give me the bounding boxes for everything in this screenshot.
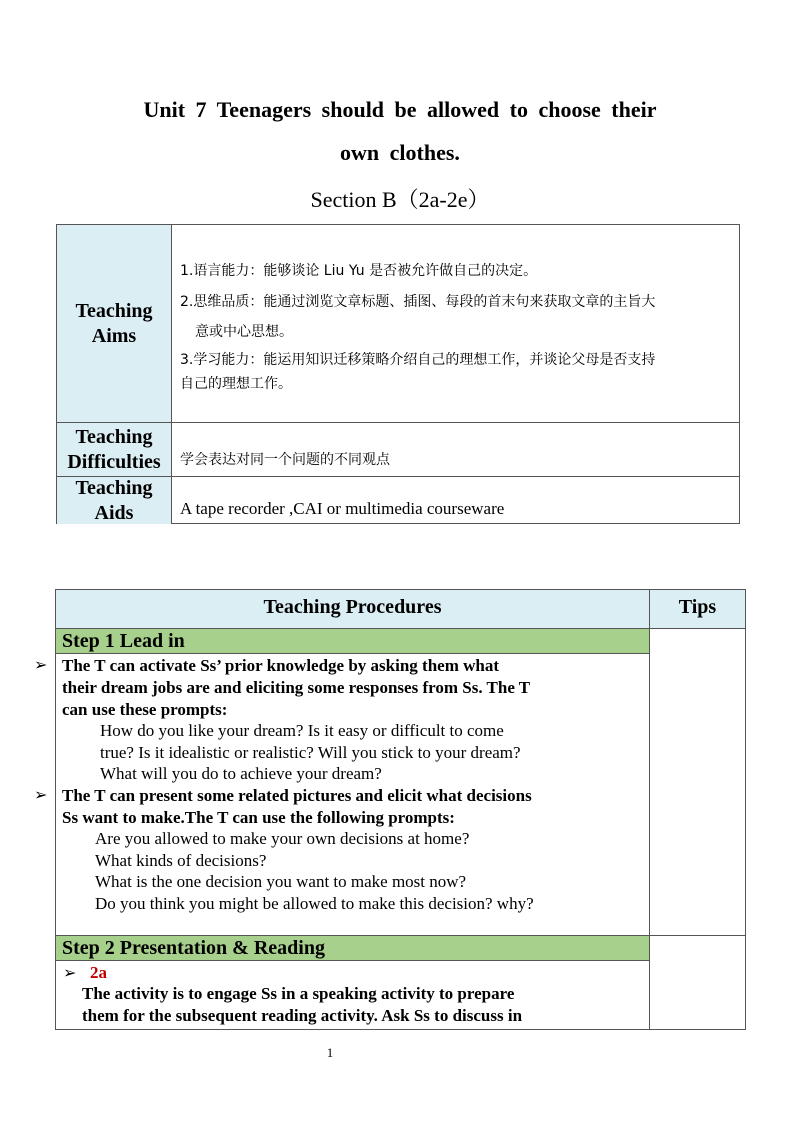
step1-prompt6: What is the one decision you want to make most now? (95, 872, 467, 891)
difficulties-content: 学会表达对同一个问题的不同观点 (180, 452, 390, 468)
procedures-table (55, 589, 746, 1030)
step1-prompt2: true? Is it idealistic or realistic? Will you stick to your dream? (100, 743, 521, 762)
step1-title: Step 1 Lead in (56, 629, 649, 653)
doc-title-line1: Unit 7 Teenagers should be allowed to choose their (143, 97, 657, 122)
doc-title-line2: own clothes. (340, 140, 460, 165)
aids-row (57, 476, 739, 524)
aims-content (173, 225, 739, 422)
aim-3: 3.学习能力：能运用知识迁移策略介绍自己的理想工作，并谈论父母是否支持 (180, 352, 656, 368)
aim-1: 1.语言能力：能够谈论 Liu Yu 是否被允许做自己的决定。 (180, 263, 538, 279)
difficulties-label: Teaching Difficulties (57, 423, 172, 476)
section-title: Section B（2a-2e） (310, 187, 490, 212)
step1-bullet2-line1: The T can present some related pictures and elicit what decisions (62, 786, 532, 805)
step1-bullet1-line3: can use these prompts: (62, 700, 228, 719)
step1-prompt1: How do you like your dream? Is it easy or difficult to come (100, 721, 504, 740)
step1-prompt3: What will you do to achieve your dream? (100, 764, 382, 783)
aims-label: Teaching Aims (57, 225, 172, 422)
bullet-arrow-icon: ➢ (63, 963, 77, 982)
aids-content: A tape recorder ,CAI or multimedia courseware (180, 499, 505, 518)
aim-2: 2.思维品质：能通过浏览文章标题、插图、每段的首末句来获取文章的主旨大 (180, 294, 656, 310)
step2-line1: The activity is to engage Ss in a speaking activity to prepare (82, 984, 515, 1003)
aims-row (57, 225, 739, 422)
difficulties-row (57, 422, 739, 476)
bullet-arrow-icon: ➢ (34, 785, 48, 804)
step1-prompt5: What kinds of decisions? (95, 851, 267, 870)
aids-label: Teaching Aids (57, 477, 172, 524)
aim-2-cont: 意或中心思想。 (195, 324, 293, 340)
step1-prompt7: Do you think you might be allowed to make this decision? why? (95, 894, 534, 913)
teaching-info-table (56, 224, 740, 524)
step2-title: Step 2 Presentation & Reading (56, 936, 649, 960)
column-divider (649, 590, 650, 1029)
step2-label: 2a (90, 963, 107, 982)
bullet-arrow-icon: ➢ (34, 655, 48, 674)
page-number: 1 (326, 1045, 334, 1060)
tips-header: Tips (678, 596, 717, 618)
step1-bullet1-line1: The T can activate Ss’ prior knowledge by asking them what (62, 656, 500, 675)
step2-line2: them for the subsequent reading activity. Ask Ss to discuss in (82, 1006, 523, 1025)
step1-bullet1-line2: their dream jobs are and eliciting some responses from Ss. The T (62, 678, 531, 697)
procedures-header: Teaching Procedures (263, 596, 442, 618)
aim-3-cont: 自己的理想工作。 (180, 376, 292, 392)
step1-prompt4: Are you allowed to make your own decisions at home? (95, 829, 470, 848)
step1-bullet2-line2: Ss want to make.The T can use the following prompts: (62, 808, 455, 827)
